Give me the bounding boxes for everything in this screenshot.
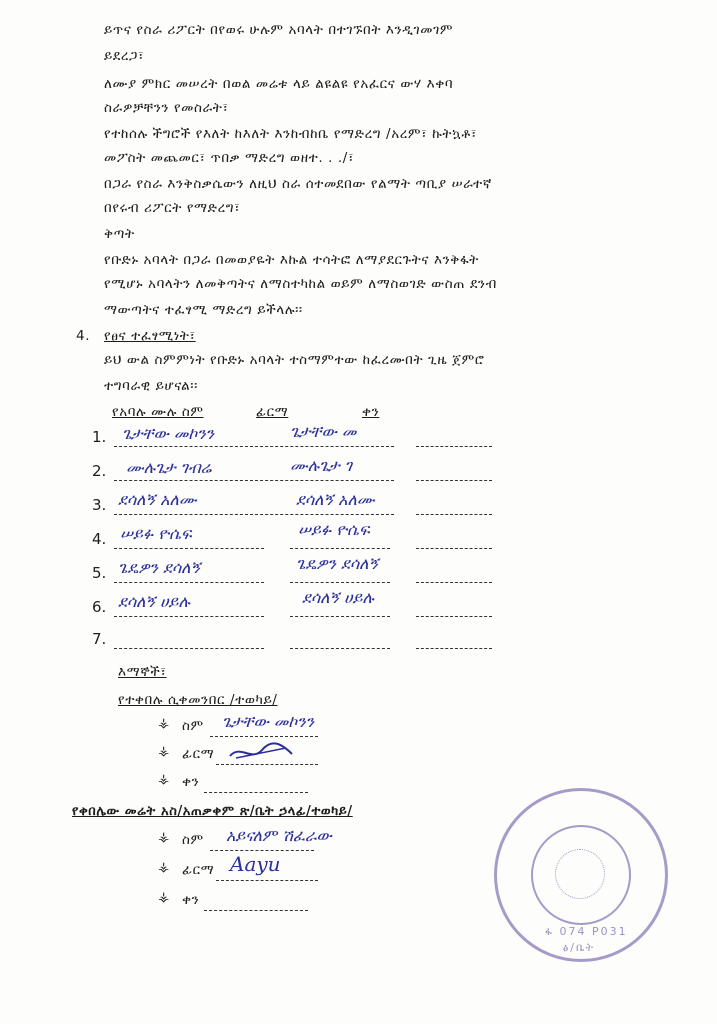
text-line: ተግባራዊ ይሆናል፡፡ [104,378,198,394]
text-line: የቡድኑ አባላት በጋራ በመወያዬት እኩል ተሳትፎ ለማያደርጉትና እንቅፋት [104,252,479,268]
text-line: ይደረጋ፣ [104,48,145,64]
text-line: ማውጣትና ተፈፃሚ ማድረግ ይችላሉ፡፡ [104,302,303,318]
column-header-signature: ፊርማ [256,404,289,420]
name-label: ስም [182,832,204,848]
date-line [416,548,492,549]
member-name: ሙሉጌታ ገብሬ [126,458,212,477]
table-row-line [290,548,390,549]
row-number: 4. [92,530,107,548]
column-header-date: ቀን [362,404,380,420]
member-name: ደሳለኝ ሀይሉ [118,592,190,611]
date-line [416,648,492,649]
table-row-line [114,582,264,583]
date-line [416,446,492,447]
row-number: 3. [92,496,107,514]
date-line [416,582,492,583]
date-line [204,792,308,793]
receiver2-name: አይናለም ሽፈራው [226,826,332,845]
receiver2-heading: የቀበሌው መሬት አስ/አጠቃቀም ጽ/ቤት ኃላፊ/ተወካይ/ [72,804,353,819]
stamp-bottom-text2: ፅ/ቤት [563,941,596,954]
stamp-bottom-text: ፋ 074 P031 [545,925,628,938]
receiver2-signature: Aayu [230,852,281,876]
text-line: የሚሆኑ አባላትን ለመቅጣትና ለማስተካከል ወይም ለማስወገድ ውስጠ ደንብ [104,276,497,292]
stamp-inner-ring [531,825,631,925]
date-line [416,514,492,515]
table-row-line [114,514,394,515]
member-signature: ሙሉጌታ ገ [290,456,352,475]
receiver1-name: ጌታቸው መኮንን [222,712,314,731]
name-label: ስም [182,718,204,734]
text-line: ለሙያ ምክር መሠረት በወል መሬቱ ላይ ልዩልዩ የአፈርና ውሃ እቀባ [104,76,454,92]
section-number: 4. [76,328,91,344]
signature-label: ፊርማ [182,862,215,878]
text-line: ይህ ውል ስምምነት የቡድኑ አባላት ተስማምተው ከፈረሙበት ጊዜ ጀምሮ [104,352,485,368]
name-line [210,736,318,737]
date-line [416,616,492,617]
row-number: 6. [92,598,107,616]
row-number: 2. [92,462,107,480]
table-row-line [114,446,394,447]
row-number: 5. [92,564,107,582]
signature-line [216,880,318,881]
table-row-line [114,548,264,549]
date-label: ቀን [182,892,200,908]
bullet-icon: ⚶ [158,890,170,905]
receiver1-signature [226,740,296,764]
text-line: የተከሰሉ ችግሮች የእለት ከእለት እንከብከቤ የማድረግ /አረም፣ ኩትኳቶ፣ [104,126,477,142]
date-line [416,480,492,481]
signature-label: ፊርማ [182,746,215,762]
member-name: ደሳለኝ አለሙ [118,490,197,509]
text-line: በጋራ የስራ እንቅስቃሴውን ለዚህ ስራ ሰተመደበው የልማት ጣቢያ ሠራተኛ [104,176,492,192]
table-row-line [290,616,390,617]
section-heading: የፀና ተፈፃሚነት፣ [104,328,196,344]
text-line: በየሩብ ሪፖርት የማድረግ፣ [104,200,241,216]
table-row-line [290,582,390,583]
section-heading: ቅጣት [104,226,135,242]
row-number: 1. [92,428,107,446]
member-signature: ሠይፉ ዮሴፍ [298,520,370,539]
member-name: ጌዴዎን ደሳለኝ [118,558,201,577]
official-stamp [494,788,668,962]
table-row-line [290,648,390,649]
receiver1-heading: የተቀበሉ ሲቀመንበር /ተወካይ/ [118,692,278,708]
bullet-icon: ⚶ [158,772,170,787]
stamp-emblem [555,849,605,899]
text-line: ስራዎቻቸንን የመስራት፣ [104,100,229,116]
bullet-icon: ⚶ [158,830,170,845]
witnesses-heading: እማኞች፣ [118,664,167,680]
date-label: ቀን [182,774,200,790]
member-name: ሠይፉ ዮሴፍ [120,524,192,543]
date-line [204,910,308,911]
member-name: ጌታቸው መኮንን [122,424,214,443]
row-number: 7. [92,630,107,648]
column-header-name: የአባሉ ሙሉ ስም [112,404,204,420]
name-line [210,850,314,851]
bullet-icon: ⚶ [158,860,170,875]
text-line: ይጥና የስራ ሪፖርት በየወሩ ሁሉም አባላት በተገኙበት እንዲገመገም [104,22,454,38]
table-row-line [114,616,264,617]
member-signature: ጌዴዎን ደሳለኝ [296,554,379,573]
member-signature: ጌታቸው መ [290,422,357,441]
member-signature: ደሳለኝ ሀይሉ [302,588,374,607]
text-line: መፖስት መጨመር፣ ጥበቃ ማድረግ ወዘተ. . ./፣ [104,150,355,166]
bullet-icon: ⚶ [158,716,170,731]
table-row-line [114,648,264,649]
signature-line [216,764,318,765]
member-signature: ደሳለኝ አለሙ [296,490,375,509]
table-row-line [114,480,394,481]
bullet-icon: ⚶ [158,744,170,759]
